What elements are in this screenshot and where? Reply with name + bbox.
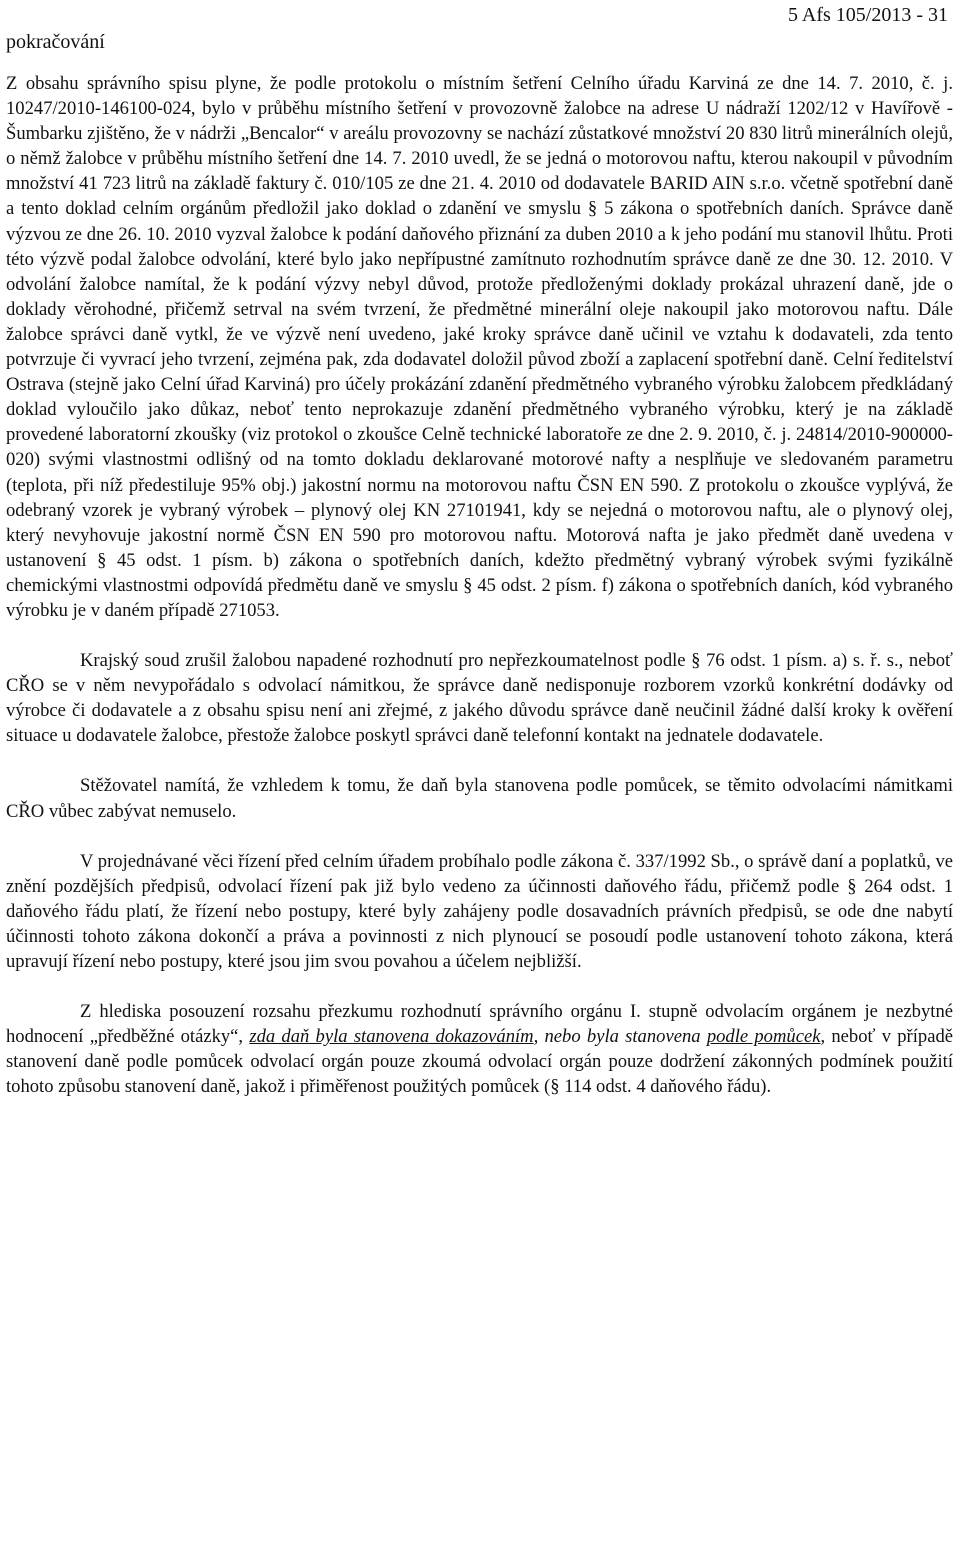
document-body (6, 71, 953, 1099)
paragraph-1: Z obsahu správního spisu plyne, že podle protokolu o místním šetření Celního úřadu Karviná ze dne 14. 7. 2010, č. j. 10247/2010-146100-024, bylo v průběhu místního šetření v provozovně žalobce na adrese U nádraží 1202/12 v Havířově - Šumbarku zjištěno, že v nádrži „Bencalor“ v areálu provozovny se nachází zůstatkové množství 20 830 litrů minerálních olejů, o němž žalobce v průběhu místního šetření dne 14. 7. 2010 uvedl, že se jedná o motorovou naftu, kterou nakoupil v původním množství 41 723 litrů na základě faktury č. 010/105 ze dne 21. 4. 2010 od dodavatele BARID AIN s.r.o. včetně spotřební daně a tento doklad celním orgánům předložil jako doklad o zdanění ve smyslu § 5 zákona o spotřebních daních. Správce daně výzvou ze dne 26. 10. 2010 vyzval žalobce k podání daňového přiznání za duben 2010 a k jeho podání mu stanovil lhůtu. Proti této výzvě podal žalobce odvolání, které bylo jako nepřípustné zamítnuto rozhodnutím správce daně ze dne 30. 12. 2010. V odvolání žalobce namítal, že k podání výzvy nebyl důvod, protože předloženými doklady prokázal uhrazení daně, jde o doklady věrohodné, přičemž setrval na svém tvrzení, že předmětné minerální oleje nakoupil jako motorovou naftu. Dále žalobce správci daně vytkl, že ve výzvě není uvedeno, jaké kroky správce daně učinil ve vztahu k dodavateli, zda tento potvrzuje či vyvrací jeho tvrzení, zejména pak, zda dodavatel doložil původ zboží a zaplacení spotřební daně. Celní ředitelství Ostrava (stejně jako Celní úřad Karviná) pro účely prokázání zdanění předmětného vybraného výrobku žalobcem předkládaný doklad vyloučilo jako důkaz, neboť tento neprokazuje zdanění předmětného vybraného výrobku, který je na základě provedené laboratorní zkoušky (viz protokol o zkoušce Celně technické laboratoře ze dne 2. 9. 2010, č. j. 24814/2010-900000-020) svými vlastnostmi odlišný od na tomto dokladu deklarované motorové nafty a nesplňuje ve sledovaném parametru (teplota, při níž předestiluje 95% obj.) jakostní normu na motorovou naftu ČSN EN 590. Z protokolu o zkoušce vyplývá, že odebraný vzorek je vybraný výrobek – plynový olej KN 27101941, kdy se nejedná o motorovou naftu, ale o plynový olej, který nevyhovuje jakostní normě ČSN EN 590 pro motorovou naftu. Motorová nafta je jako předmět daně uvedena v ustanovení § 45 odst. 1 písm. b) zákona o spotřebních daních, kdežto předmětný vybraný výrobek svými fyzikálně chemickými vlastnostmi odpovídá předmětu daně ve smyslu § 45 odst. 2 písm. f) zákona o spotřebních daních, kód vybraného výrobku je v daném případě 271053. (6, 73, 953, 621)
continuation-label: pokračování (6, 31, 105, 53)
paragraph-5-emphasis-2: podle pomůcek (706, 1026, 821, 1048)
case-number: 5 Afs 105/2013 - 31 (788, 4, 948, 26)
paragraph-5-emphasis-mid: , nebo byla stanovena (533, 1026, 707, 1048)
paragraph-5 (6, 999, 953, 1099)
paragraph-5-end: , neboť v případě stanovení daně podle pomůcek odvolací orgán pouze zkoumá odvolací orgán pouze dodržení zákonných podmínek použití tohoto způsobu stanovení daně, jakož i přiměřenost použitých pomůcek (§ 114 odst. 4 daňového řádu). (6, 1026, 953, 1098)
paragraph-2: Krajský soud zrušil žalobou napadené rozhodnutí pro nepřezkoumatelnost podle § 76 odst. 1 písm. a) s. ř. s., neboť CŘO se v něm nevypořádalo s odvolací námitkou, že správce daně nedisponuje rozborem vzorků konkrétní dodávky od výrobce či dodavatele a z obsahu spisu není ani zřejmé, z jakého důvodu správce daně neučinil žádné další kroky k ověření situace u dodavatele žalobce, přestože žalobce poskytl správci daně telefonní kontakt na jednatele dodavatele. (6, 650, 953, 747)
paragraph-3: Stěžovatel namítá, že vzhledem k tomu, že daň byla stanovena podle pomůcek, se těmito odvolacími námitkami CŘO vůbec zabývat nemuselo. (6, 775, 953, 822)
paragraph-5-emphasis-1: zda daň byla stanovena dokazováním (249, 1026, 534, 1048)
paragraph-5-start: Z hlediska posouzení rozsahu přezkumu rozhodnutí správního orgánu I. stupně odvolacím orgánem je nezbytné hodnocení „předběžné otázky“, (6, 1001, 953, 1048)
paragraph-4: V projednávané věci řízení před celním úřadem probíhalo podle zákona č. 337/1992 Sb., o správě daní a poplatků, ve znění pozdějších předpisů, odvolací řízení pak již bylo vedeno za účinnosti daňového řádu, přičemž podle § 264 odst. 1 daňového řádu platí, že řízení nebo postupy, které byly zahájeny podle dosavadních právních předpisů, se ode dne nabytí účinnosti tohoto zákona dokončí a práva a povinnosti z nich plynoucí se posoudí podle ustanovení tohoto zákona, která upravují řízení nebo postupy, které jsou jim svou povahou a účelem nejbližší. (6, 850, 953, 972)
